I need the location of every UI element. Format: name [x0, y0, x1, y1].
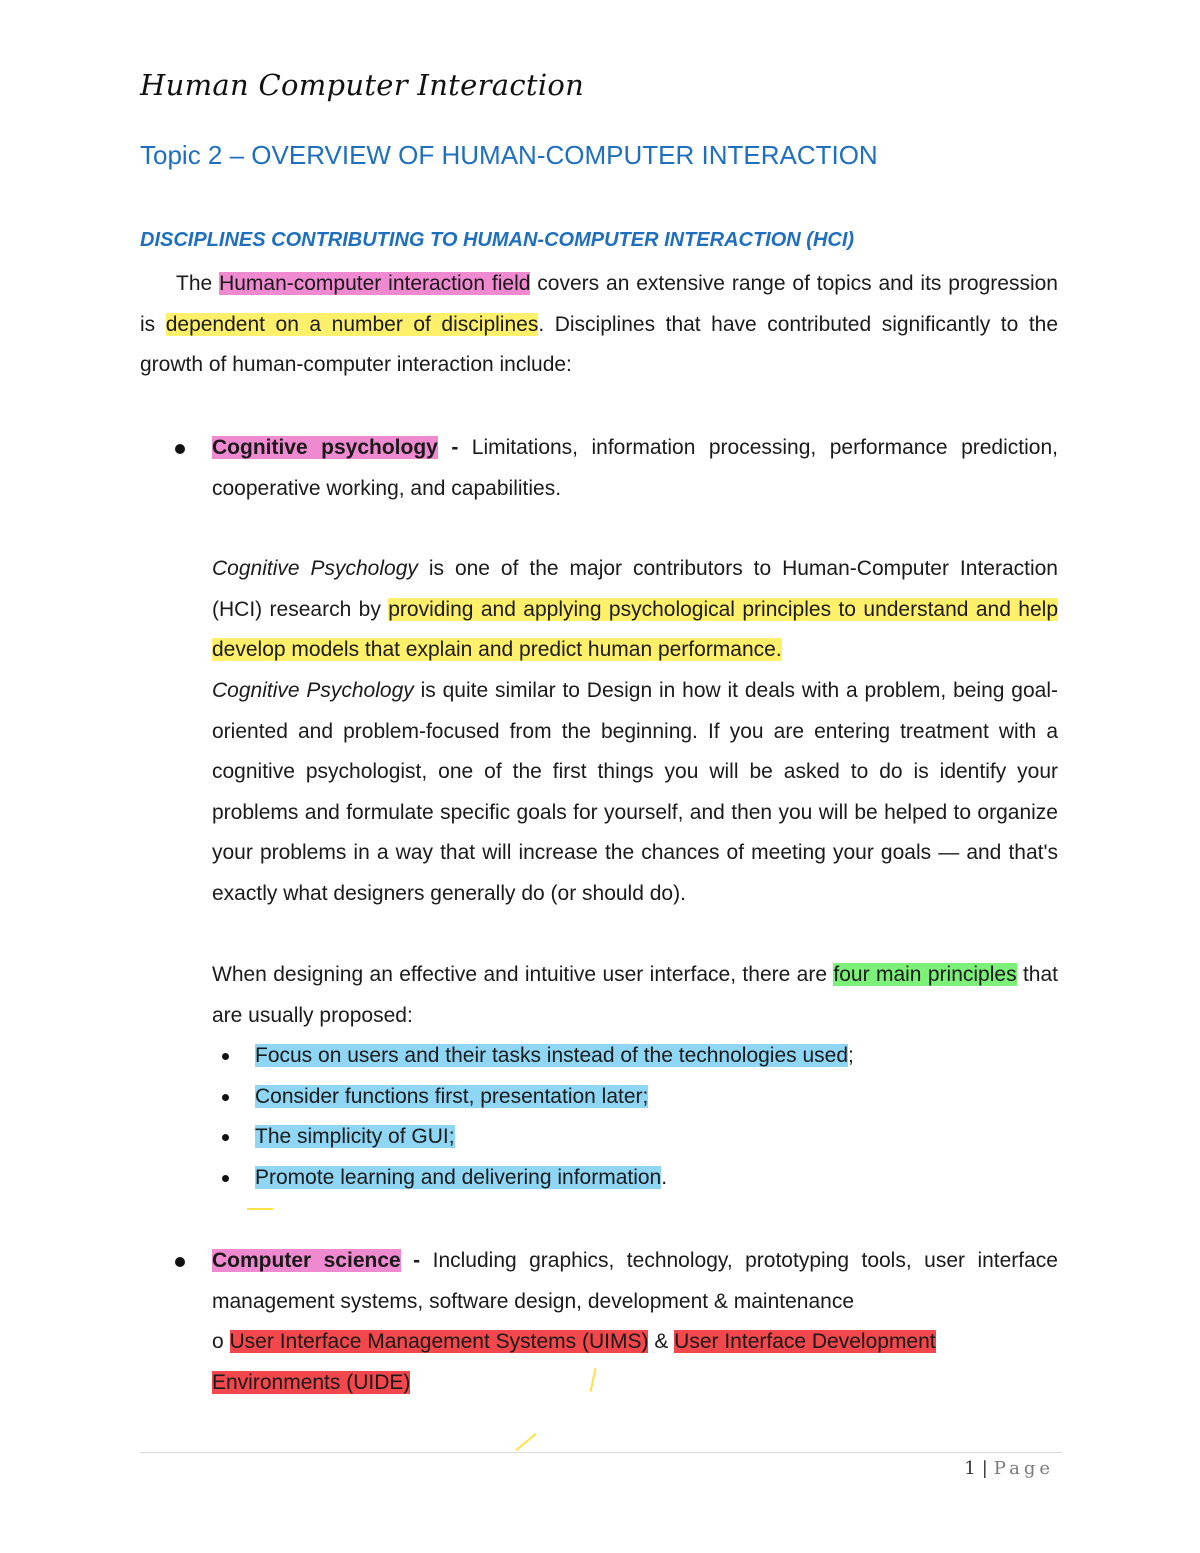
footer-divider — [140, 1452, 1062, 1453]
term-computer-science: Computer science — [212, 1249, 401, 1272]
list-item: Consider functions first, presentation later; — [212, 1077, 1072, 1118]
bullet-dot — [222, 1094, 229, 1101]
highlight-disciplines: dependent on a number of disciplines — [165, 312, 539, 336]
bullet-dot — [222, 1175, 229, 1182]
cognitive-paragraph-3: When designing an effective and intuitive user interface, there are four main principles that are usually proposed: — [212, 963, 1058, 1027]
bullet-cognitive-psychology: Cognitive psychology - Limitations, information processing, performance prediction, cooperative working, and capabilities. — [212, 436, 1058, 500]
bullet-dot — [222, 1134, 229, 1141]
page-number: 1 — [964, 1458, 976, 1479]
topic-heading: Topic 2 – OVERVIEW OF HUMAN-COMPUTER INTERACTION — [140, 140, 878, 170]
section-heading: DISCIPLINES CONTRIBUTING TO HUMAN-COMPUTER INTERACTION (HCI) — [140, 229, 855, 251]
annotation-mark — [247, 1208, 273, 1210]
list-item: Promote learning and delivering information. — [212, 1158, 1072, 1199]
highlight-principles-models: providing and applying psychological principles to understand and help develop models that explain and predict human performance. — [212, 597, 1058, 662]
bullet-dot — [175, 1257, 185, 1267]
document-header-title: Human Computer Interaction — [140, 68, 585, 102]
bullet-dot — [175, 444, 185, 454]
principles-list — [212, 1036, 1072, 1198]
list-item: Focus on users and their tasks instead of the technologies used; — [212, 1036, 1072, 1077]
page-footer: 1 | Page — [964, 1458, 1054, 1479]
bullet-computer-science: Computer science - Including graphics, technology, prototyping tools, user interface management systems, software design, development & maintenance — [212, 1249, 1058, 1313]
highlight-four-main-principles: four main principles — [833, 963, 1017, 986]
highlight-uims: User Interface Management Systems (UIMS) — [229, 1330, 649, 1353]
term-cognitive-psychology: Cognitive psychology — [212, 436, 438, 459]
cognitive-paragraph-1: Cognitive Psychology is one of the major contributors to Human-Computer Interaction (HCI) research by providing and applying psychological principles to understand and help develop models that explain and predict human performance. — [212, 557, 1058, 662]
computer-science-systems: o User Interface Management Systems (UIMS) & User Interface Development Environments (UIDE) — [212, 1330, 936, 1394]
bullet-dot — [222, 1053, 229, 1060]
page-label: Page — [993, 1458, 1054, 1479]
cognitive-paragraph-2: Cognitive Psychology is quite similar to Design in how it deals with a problem, being goal-oriented and problem-focused from the beginning. If you are entering treatment with a cognitive psychologist, one of the first things you will be asked to do is identify your problems and formulate specific goals for yourself, and then you will be helped to organize your problems in a way that will increase the chances of meeting your goals — and that's exactly what designers generally do (or should do). — [212, 679, 1058, 905]
list-item: The simplicity of GUI; — [212, 1117, 1072, 1158]
annotation-mark — [515, 1433, 536, 1451]
intro-paragraph: The Human-computer interaction field covers an extensive range of topics and its progression is dependent on a number of disciplines. Disciplines that have contributed significantly to the growth of human-computer interaction include: — [140, 272, 1059, 377]
highlight-hci-field: Human-computer interaction field — [219, 272, 531, 295]
highlight-uide: User Interface Development Environments (UIDE) — [212, 1330, 936, 1394]
